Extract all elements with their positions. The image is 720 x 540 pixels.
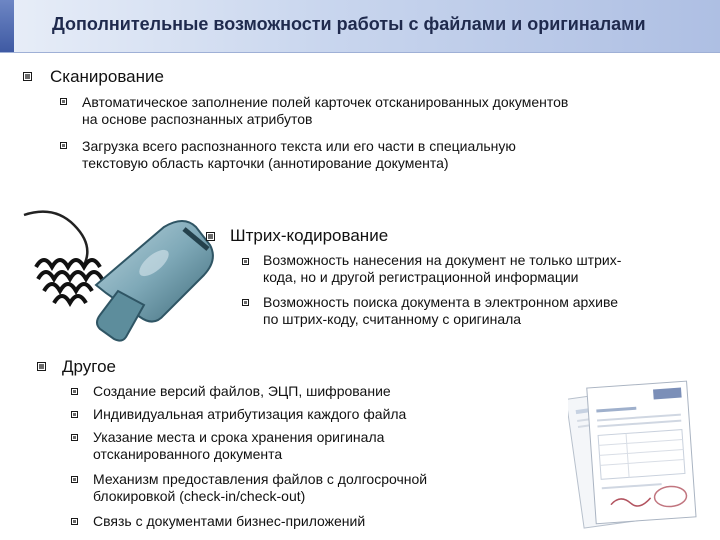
list-item: Указание места и срока хранения оригинала отсканированного документа xyxy=(93,429,385,462)
heading-other: Другое xyxy=(62,357,117,376)
list-item: Возможность поиска документа в электронном архиве по штрих-коду, считанному с оригинала xyxy=(263,294,619,327)
bullet-icon xyxy=(37,362,46,371)
bullet-icon xyxy=(71,388,78,395)
list-item: Загрузка всего распознанного текста или его части в специальную текстовую область карточки (аннотирование документа) xyxy=(82,138,516,171)
bullet-icon xyxy=(60,98,67,105)
heading-scanning: Сканирование xyxy=(50,67,164,86)
list-item: Возможность нанесения на документ не только штрих- кода, но и другой регистрационной информации xyxy=(263,252,622,285)
bullet-icon xyxy=(71,518,78,525)
list-item: Механизм предоставления файлов с долгосрочной блокировкой (check-in/check-out) xyxy=(93,471,428,504)
list-item: Связь с документами бизнес-приложений xyxy=(93,513,366,529)
bullet-icon xyxy=(23,72,32,81)
bullet-icon xyxy=(60,142,67,149)
title-accent xyxy=(0,0,14,52)
bullet-icon xyxy=(206,232,215,241)
title-bar xyxy=(0,0,720,53)
list-item: Создание версий файлов, ЭЦП, шифрование xyxy=(93,383,391,399)
paper-documents-illustration xyxy=(568,376,718,538)
list-item: Автоматическое заполнение полей карточек отсканированных документов на основе распознанных атрибутов xyxy=(82,94,569,127)
bullet-icon xyxy=(242,258,249,265)
page-title: Дополнительные возможности работы с файлами и оригиналами xyxy=(52,14,646,34)
bullet-icon xyxy=(71,434,78,441)
bullet-icon xyxy=(71,476,78,483)
list-item: Индивидуальная атрибутизация каждого файла xyxy=(93,406,407,422)
heading-barcoding: Штрих-кодирование xyxy=(230,226,389,245)
barcode-scanner-illustration xyxy=(14,205,226,345)
bullet-icon xyxy=(71,411,78,418)
bullet-icon xyxy=(242,299,249,306)
